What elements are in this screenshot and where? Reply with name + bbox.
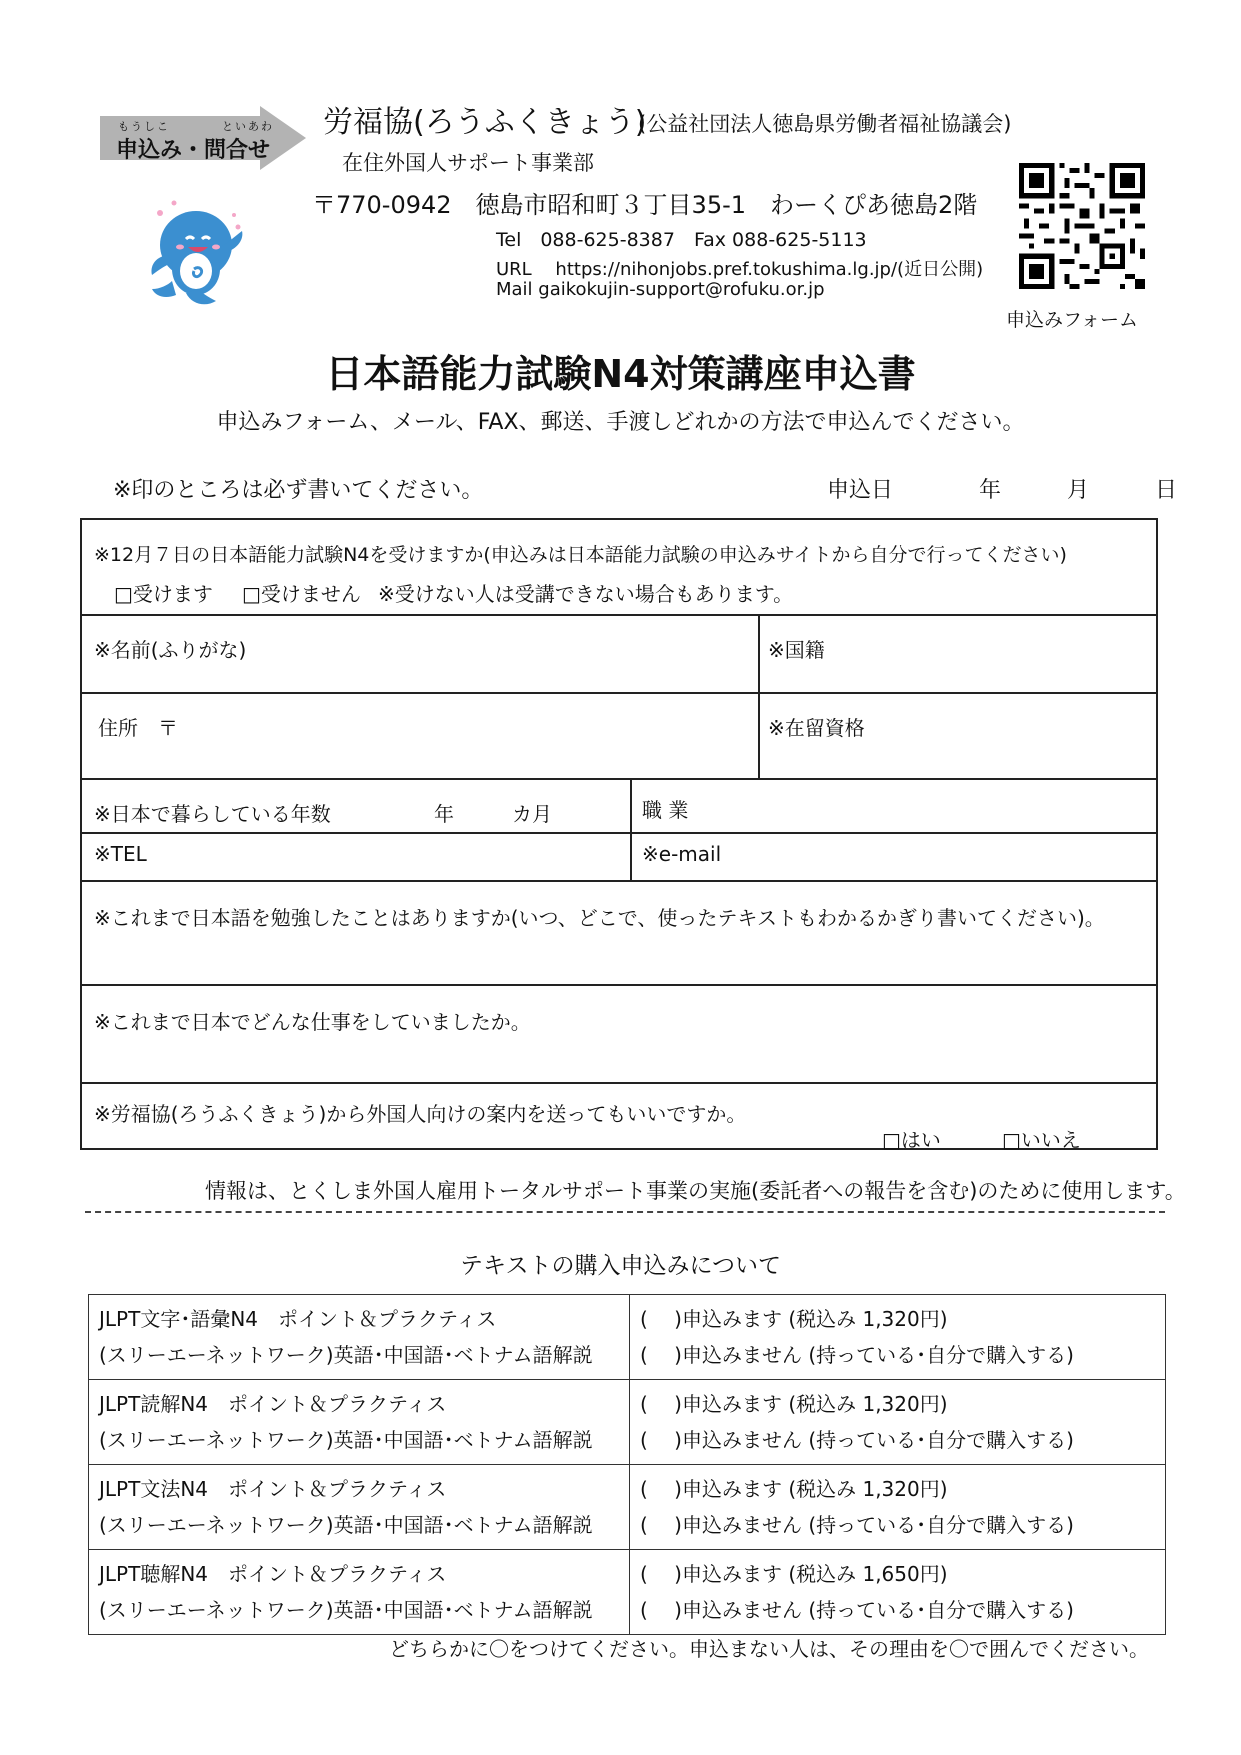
postal-address: 〒770-0942 徳島市昭和町３丁目35-1 わーくぴあ徳島2階 <box>312 191 978 219</box>
address-field[interactable] <box>82 692 760 780</box>
contact-label: 申込み・問合せ <box>116 138 271 163</box>
privacy-notice: 情報は、とくしま外国人雇用トータルサポート事業の実施(委託者への報告を含む)のために使用します。 <box>205 1179 1186 1203</box>
years-in-japan-field[interactable] <box>82 778 632 834</box>
textbook-publisher: (スリーエーネットワーク)英語･中国語･ベトナム語解説 <box>99 1598 593 1622</box>
work-history-field[interactable] <box>82 984 1156 1084</box>
address-label: 住所 〒 <box>98 716 178 740</box>
decline-option[interactable]: ( )申込みません (持っている･自分で購入する) <box>640 1343 1074 1367</box>
tel-fax: Tel 088-625-8387 Fax 088-625-5113 <box>496 229 867 251</box>
textbook-info <box>89 1295 630 1380</box>
email-address[interactable]: Mail gaikokujin-support@rofuku.or.jp <box>496 279 825 300</box>
website-url[interactable]: URL https://nihonjobs.pref.tokushima.lg.jp/(近日公開) <box>496 259 984 280</box>
study-history-field[interactable] <box>82 880 1156 986</box>
info-question: ※労福協(ろうふくきょう)から外国人向けの案内を送ってもいいですか。 <box>94 1102 747 1126</box>
tel-field[interactable] <box>82 832 632 882</box>
textbook-publisher: (スリーエーネットワーク)英語･中国語･ベトナム語解説 <box>99 1343 593 1367</box>
application-date[interactable] <box>827 473 1177 504</box>
textbook-info <box>89 1550 630 1635</box>
textbook-title: JLPT聴解N4 ポイント＆プラクティス <box>99 1562 447 1586</box>
months-unit: カ月 <box>512 802 552 826</box>
textbook-row <box>89 1295 1166 1380</box>
email-label: ※e-mail <box>642 842 722 866</box>
textbook-choice <box>630 1295 1166 1380</box>
textbook-row <box>89 1550 1166 1635</box>
textbook-row <box>89 1465 1166 1550</box>
org-full-name: (公益社団法人徳島県労働者福祉協議会) <box>638 112 1012 136</box>
residence-status-label: ※在留資格 <box>768 716 865 740</box>
footer-instruction: どちらかに〇をつけてください。申込まない人は、その理由を〇で囲んでください。 <box>389 1637 1149 1661</box>
exam-section <box>82 520 1156 616</box>
org-name: 労福協(ろうふくきょう) <box>323 105 647 140</box>
years-in-japan-label: ※日本で暮らしている年数 <box>94 802 331 826</box>
years-unit: 年 <box>434 802 454 826</box>
cut-line <box>85 1211 1165 1213</box>
decline-option[interactable]: ( )申込みません (持っている･自分で購入する) <box>640 1598 1074 1622</box>
textbook-title: JLPT読解N4 ポイント＆プラクティス <box>99 1392 447 1416</box>
exam-note: ※受けない人は受講できない場合もあります。 <box>378 582 794 606</box>
nationality-label: ※国籍 <box>768 638 825 662</box>
decline-option[interactable]: ( )申込みません (持っている･自分で購入する) <box>640 1428 1074 1452</box>
name-field[interactable] <box>82 614 760 694</box>
apply-option[interactable]: ( )申込みます (税込み 1,320円) <box>640 1477 948 1501</box>
textbook-table <box>88 1294 1166 1635</box>
work-history-label: ※これまで日本でどんな仕事をしていましたか。 <box>94 1010 531 1034</box>
name-label: ※名前(ふりがな) <box>94 638 247 662</box>
page-title: 日本語能力試験N4対策講座申込書 <box>325 352 916 396</box>
required-note: ※印のところは必ず書いてください。 <box>113 478 484 503</box>
occupation-label: 職 業 <box>642 798 689 822</box>
department: 在住外国人サポート事業部 <box>342 151 594 175</box>
textbook-publisher: (スリーエーネットワーク)英語･中国語･ベトナム語解説 <box>99 1513 593 1537</box>
info-permission-section <box>82 1082 1156 1152</box>
apply-option[interactable]: ( )申込みます (税込み 1,650円) <box>640 1562 948 1586</box>
application-form <box>80 518 1158 1150</box>
textbook-info <box>89 1465 630 1550</box>
contact-ruby: もうしこ といあわ <box>118 120 274 133</box>
textbook-info <box>89 1380 630 1465</box>
textbook-title: JLPT文法N4 ポイント＆プラクティス <box>99 1477 447 1501</box>
email-field[interactable] <box>630 832 1156 882</box>
qr-code-icon[interactable] <box>1019 163 1145 289</box>
exam-question: ※12月７日の日本語能力試験N4を受けますか(申込みは日本語能力試験の申込みサイトから自分で行ってください) <box>94 544 1067 566</box>
dolphin-mascot-icon <box>146 197 250 309</box>
textbook-choice <box>630 1465 1166 1550</box>
nationality-field[interactable] <box>758 614 1156 694</box>
exam-yes-checkbox[interactable]: □受けます <box>114 582 213 606</box>
info-no-checkbox[interactable]: □いいえ <box>1002 1128 1081 1152</box>
qr-label: 申込みフォーム <box>1006 309 1139 331</box>
info-yes-checkbox[interactable]: □はい <box>882 1128 941 1152</box>
application-date-label: 申込日 <box>827 478 894 503</box>
textbook-title: JLPT文字･語彙N4 ポイント＆プラクティス <box>99 1307 497 1331</box>
date-year-label: 年 <box>979 478 1002 503</box>
date-month-label: 月 <box>1067 478 1090 503</box>
exam-no-checkbox[interactable]: □受けません <box>242 582 361 606</box>
textbook-row <box>89 1380 1166 1465</box>
occupation-field[interactable] <box>630 778 1156 834</box>
date-day-label: 日 <box>1155 478 1178 503</box>
textbook-choice <box>630 1550 1166 1635</box>
residence-status-field[interactable] <box>758 692 1156 780</box>
textbook-publisher: (スリーエーネットワーク)英語･中国語･ベトナム語解説 <box>99 1428 593 1452</box>
tel-label: ※TEL <box>94 842 147 866</box>
decline-option[interactable]: ( )申込みません (持っている･自分で購入する) <box>640 1513 1074 1537</box>
apply-option[interactable]: ( )申込みます (税込み 1,320円) <box>640 1307 948 1331</box>
apply-option[interactable]: ( )申込みます (税込み 1,320円) <box>640 1392 948 1416</box>
textbook-section-title: テキストの購入申込みについて <box>459 1253 782 1279</box>
study-history-label: ※これまで日本語を勉強したことはありますか(いつ、どこで、使ったテキストもわかるかぎり書いてください)。 <box>94 906 1105 930</box>
subtitle: 申込みフォーム、メール、FAX、郵送、手渡しどれかの方法で申込んでください。 <box>216 410 1025 435</box>
textbook-choice <box>630 1380 1166 1465</box>
